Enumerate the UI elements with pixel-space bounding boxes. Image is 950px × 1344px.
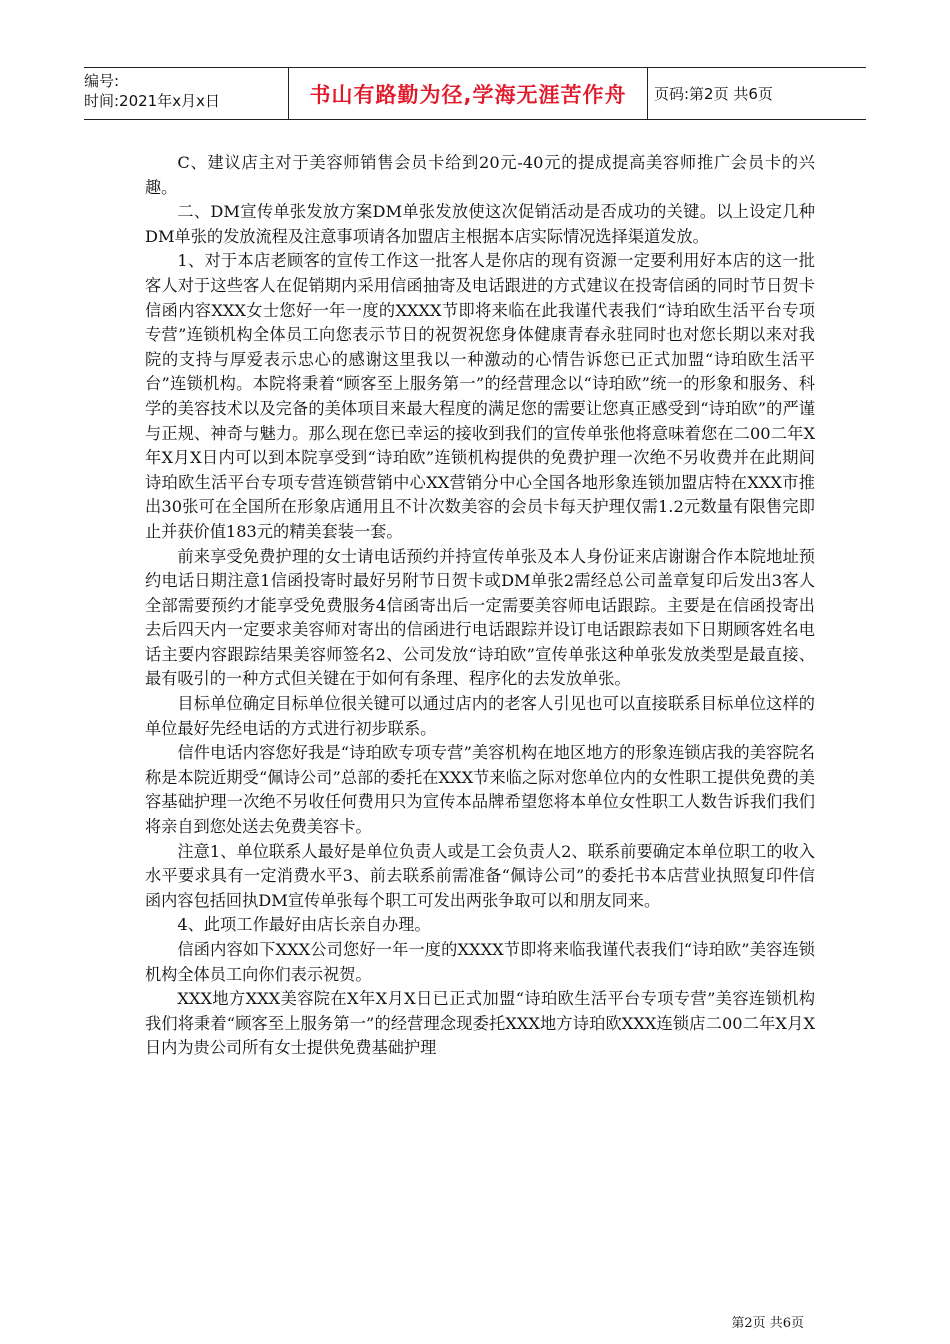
paragraph-8: 4、此项工作最好由店长亲自办理。 [177, 915, 431, 935]
page-header [84, 67, 866, 120]
header-motto: 书山有路勤为径,学海无涯苦作舟 [288, 68, 648, 119]
paragraph-10: XXX地方XXX美容院在X年X月X日已正式加盟“诗珀欧生活平台专项专营”美容连锁机构我们将秉着“顾客至上服务第一”的经营理念现委托XXX地方诗珀欧XXX连锁店二00二年X月X日内为贵公司所有女士提供免费基础护理 [145, 989, 816, 1058]
paragraph-5: 目标单位确定目标单位很关键可以通过店内的老客人引见也可以直接联系目标单位这样的单位最好先经电话的方式进行初步联系。 [145, 694, 815, 738]
paragraph-1: C、建议店主对于美容师销售会员卡给到20元-40元的提成提高美容师推广会员卡的兴趣。 [145, 153, 815, 197]
paragraph-6: 信件电话内容您好我是“诗珀欧专项专营”美容机构在地区地方的形象连锁店我的美容院名称是本院近期受“佩诗公司”总部的委托在XXX节来临之际对您单位内的女性职工提供免费的美容基础护理一次绝不另收任何费用只为宣传本品牌希望您将本单位女性职工人数告诉我们我们将亲自到您处送去免费美容卡。 [145, 743, 815, 837]
document-number-label: 编号: [84, 72, 120, 90]
paragraph-7: 注意1、单位联系人最好是单位负责人或是工会负责人2、联系前要确定本单位职工的收入水平要求具有一定消费水平3、前去联系前需准备“佩诗公司”的委托书本店营业执照复印件信函内容包括回执DM宣传单张每个职工可发出两张争取可以和朋友同来。 [145, 841, 815, 910]
paragraph-3: 1、对于本店老顾客的宣传工作这一批客人是你店的现有资源一定要利用好本店的这一批客人对于这些客人在促销期内采用信函抽寄及电话跟进的方式建议在投寄信函的同时节日贺卡信函内容XXX女士您好一年一度的XXXX节即将来临在此我谨代表我们“诗珀欧生活平台专项专营”连锁机构全体员工向您表示节日的祝贺祝您身体健康青春永驻同时也对您长期以来对我院的支持与厚爱表示忠心的感谢这里我以一种激动的心情告诉您已正式加盟“诗珀欧生活平台”连锁机构。本院将秉着“顾客至上服务第一”的经营理念以“诗珀欧”统一的形象和服务、科学的美容技术以及完备的美体项目来最大程度的满足您的需要让您真正感受到“诗珀欧”的严谨与正规、神奇与魅力。那么现在您已幸运的接收到我们的宣传单张他将意味着您在二00二年X年X月X日内可以到本院享受到“诗珀欧”连锁机构提供的免费护理一次绝不另收费并在此期间诗珀欧生活平台专项专营连锁营销中心XX营销分中心全国各地形象连锁加盟店特在XXX市推出30张可在全国所在形象店通用且不计次数美容的会员卡每天护理仅需1.2元数量有限售完即止并获价值183元的精美套装一套。 [145, 251, 815, 541]
header-page-code: 页码:第2页 共6页 [654, 85, 773, 103]
document-body [145, 151, 815, 1061]
page-footer: 第2页 共6页 [731, 1316, 804, 1331]
paragraph-2: 二、DM宣传单张发放方案DM单张发放使这次促销活动是否成功的关键。以上设定几种DM单张的发放流程及注意事项请各加盟店主根据本店实际情况选择渠道发放。 [145, 202, 815, 246]
header-meta [84, 68, 288, 119]
document-date: 时间:2021年x月x日 [84, 92, 220, 110]
paragraph-4: 前来享受免费护理的女士请电话预约并持宣传单张及本人身份证来店谢谢合作本院地址预约电话日期注意1信函投寄时最好另附节日贺卡或DM单张2需经总公司盖章复印后发出3客人全部需要预约才能享受免费服务4信函寄出后一定需要美容师电话跟踪。主要是在信函投寄出去后四天内一定要求美容师对寄出的信函进行电话跟踪并设订电话跟踪表如下日期顾客姓名电话主要内容跟踪结果美容师签名2、公司发放“诗珀欧”宣传单张这种单张发放类型是最直接、最有吸引的一种方式但关键在于如何有条理、程序化的去发放单张。 [145, 546, 815, 689]
paragraph-9: 信函内容如下XXX公司您好一年一度的XXXX节即将来临我谨代表我们“诗珀欧”美容连锁机构全体员工向你们表示祝贺。 [145, 940, 815, 984]
